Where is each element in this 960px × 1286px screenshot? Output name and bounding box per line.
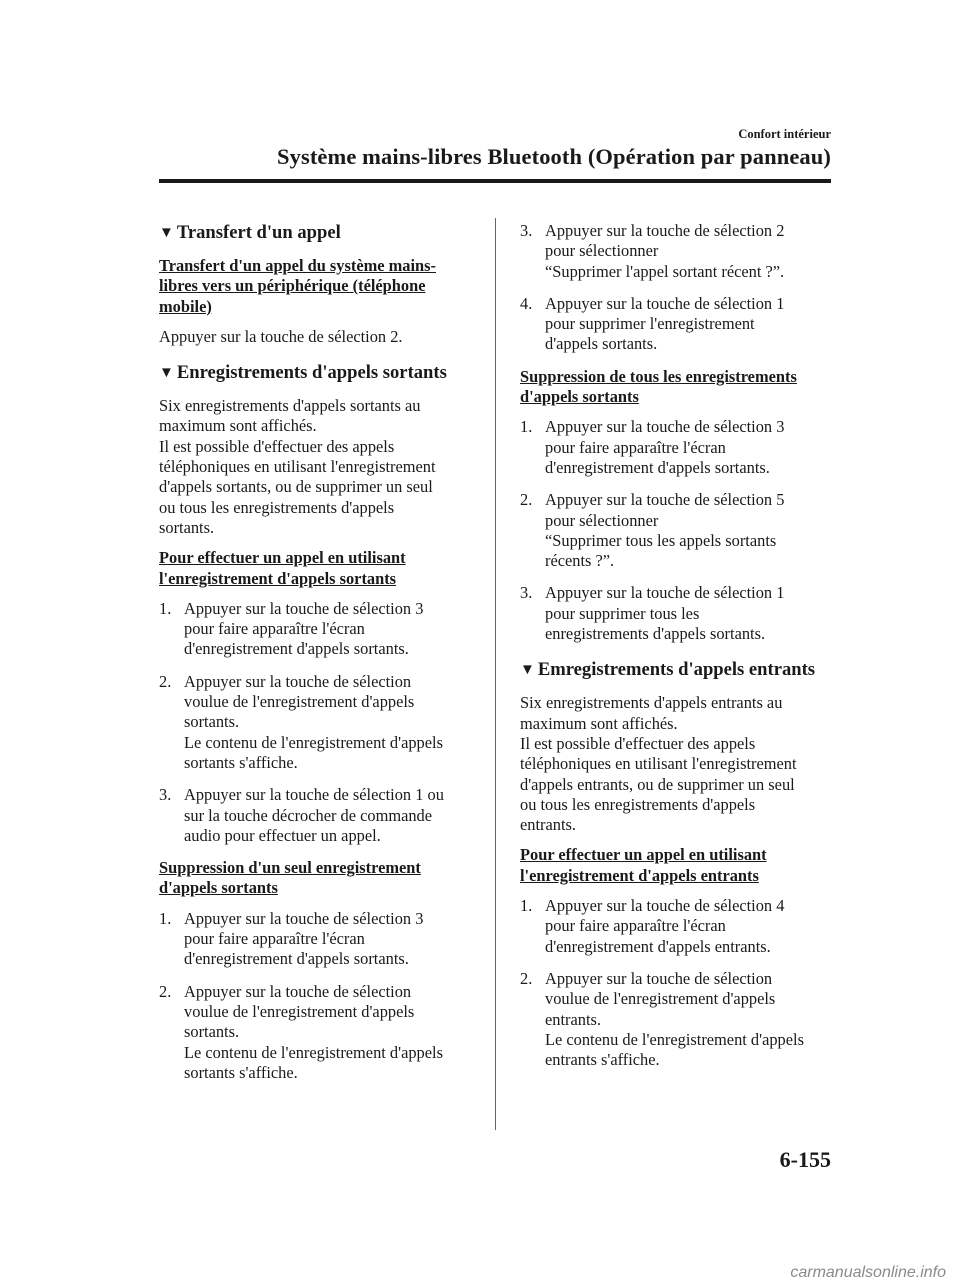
subheading-suppression-tous: Suppression de tous les enregistrements d'appels sortants (520, 366, 797, 407)
list-item: 4. Appuyer sur la touche de sélection 1 pour supprimer l'enregistrement d'appels sortants. (520, 293, 785, 354)
list-suppression-seul (159, 909, 469, 1083)
list-suppression-seul-cont (520, 221, 830, 355)
paragraph-transfert: Appuyer sur la touche de sélection 2. (159, 326, 403, 346)
right-column (520, 221, 830, 1082)
subheading-transfert: Transfert d'un appel du système mains- libres vers un périphérique (téléphone mobile) (159, 256, 436, 316)
paragraph-entrants: Six enregistrements d'appels entrants au maximum sont affichés. Il est possible d'effectuer des appels téléphoniques en utilisant l'enregistrement d'appels entrants, ou de supprimer un seul ou tous les enregistrements d'appels entrants. (520, 693, 797, 835)
list-item: 1. Appuyer sur la touche de sélection 3 pour faire apparaître l'écran d'enregistrement d'appels sortants. (159, 908, 424, 969)
list-item: 1. Appuyer sur la touche de sélection 3 pour faire apparaître l'écran d'enregistrement d'appels sortants. (520, 417, 785, 477)
list-item: 2. Appuyer sur la touche de sélection voulue de l'enregistrement d'appels sortants. Le contenu de l'enregistrement d'appels sortants s'affiche. (159, 981, 443, 1082)
section-label: Confort intérieur (738, 127, 831, 141)
list-item: 2. Appuyer sur la touche de sélection voulue de l'enregistrement d'appels entrants. Le contenu de l'enregistrement d'appels entrants s'affiche. (520, 968, 804, 1070)
list-item: 2. Appuyer sur la touche de sélection 5 pour sélectionner “Supprimer tous les appels sortants récents ?”. (520, 490, 785, 571)
list-item: 3. Appuyer sur la touche de sélection 1 pour supprimer tous les enregistrements d'appels sortants. (520, 583, 785, 644)
column-divider (495, 218, 496, 1130)
triangle-marker-icon: ▼ (159, 225, 174, 241)
paragraph-sortants: Six enregistrements d'appels sortants au maximum sont affichés. Il est possible d'effectuer des appels téléphoniques en utilisant l'enregistrement d'appels sortants, ou de supprimer un seul ou tous les enregistrements d'appels sortants. (159, 396, 436, 537)
header-rule (159, 179, 831, 183)
heading-transfert: ▼ Transfert d'un appel (159, 222, 341, 243)
list-suppression-tous (520, 417, 830, 644)
heading-entrants: ▼ Emregistrements d'appels entrants (520, 659, 816, 681)
list-item: 3. Appuyer sur la touche de sélection 1 ou sur la touche décrocher de commande audio pour effectuer un appel. (159, 785, 444, 845)
subheading-appel-sortants: Pour effectuer un appel en utilisant l'enregistrement d'appels sortants (159, 548, 406, 588)
list-appel-entrants (520, 896, 830, 1070)
heading-sortants: ▼ Enregistrements d'appels sortants (159, 362, 447, 384)
subheading-suppression-seul: Suppression d'un seul enregistrement d'appels sortants (159, 858, 421, 898)
list-item: 3. Appuyer sur la touche de sélection 2 pour sélectionner “Supprimer l'appel sortant récent ?”. (520, 221, 785, 281)
page-title: Système mains-libres Bluetooth (Opération par panneau) (277, 144, 831, 169)
list-item: 1. Appuyer sur la touche de sélection 3 pour faire apparaître l'écran d'enregistrement d'appels sortants. (159, 598, 424, 659)
subheading-appel-entrants: Pour effectuer un appel en utilisant l'enregistrement d'appels entrants (520, 845, 767, 885)
page-number: 6-155 (779, 1147, 831, 1172)
watermark: carmanualsonline.info (790, 1264, 946, 1281)
left-column (159, 221, 469, 1095)
list-appel-sortants (159, 599, 469, 846)
list-item: 1. Appuyer sur la touche de sélection 4 pour faire apparaître l'écran d'enregistrement d'appels entrants. (520, 896, 785, 956)
list-item: 2. Appuyer sur la touche de sélection voulue de l'enregistrement d'appels sortants. Le contenu de l'enregistrement d'appels sortants s'affiche. (159, 671, 443, 772)
triangle-marker-icon: ▼ (520, 662, 535, 679)
triangle-marker-icon: ▼ (159, 365, 174, 382)
